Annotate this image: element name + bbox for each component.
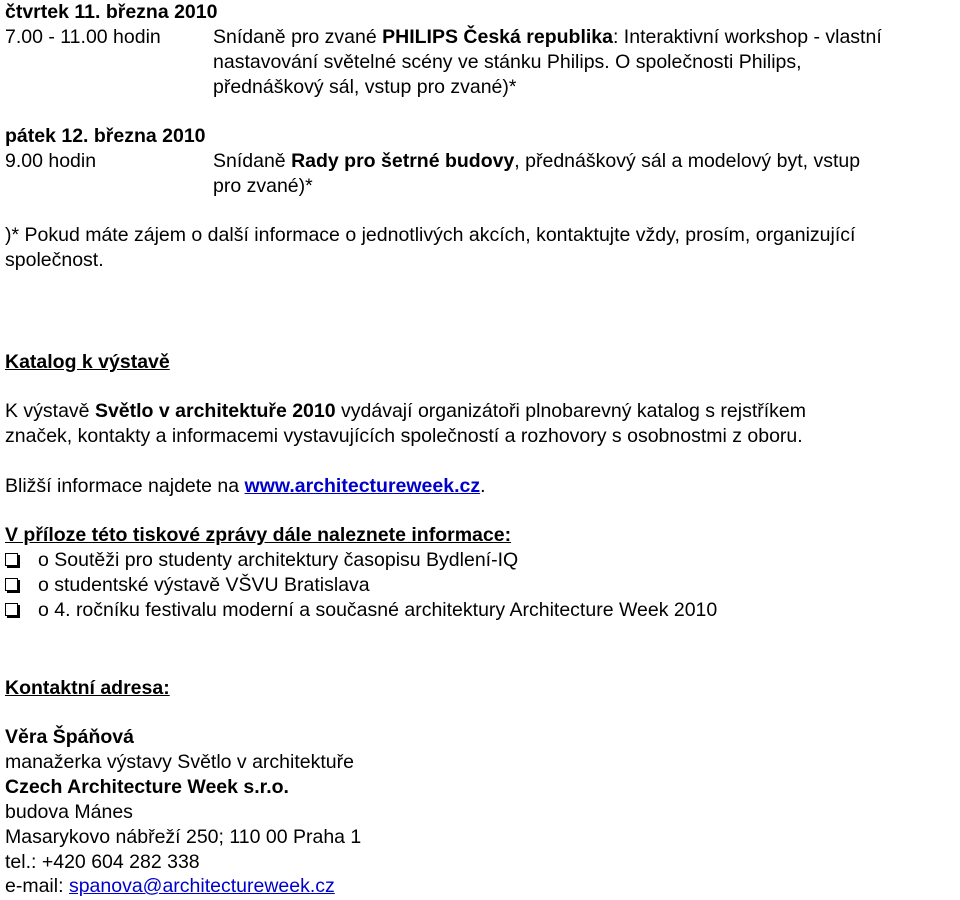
attachments-heading: V příloze této tiskové zprávy dále naleznete informace: bbox=[5, 524, 512, 546]
contact-name: Věra Špáňová bbox=[5, 726, 134, 748]
checkbox-bullet-icon bbox=[5, 603, 18, 616]
footnote-line1: )* Pokud máte zájem o další informace o jednotlivých akcích, kontaktujte vždy, prosím, organizující bbox=[5, 224, 856, 246]
day2-date: pátek 12. března 2010 bbox=[5, 125, 206, 147]
catalog-more-prefix: Bližší informace najdete na bbox=[5, 475, 245, 497]
list-item bbox=[5, 548, 955, 573]
contact-email-prefix: e-mail: bbox=[5, 875, 69, 897]
checkbox-bullet-icon bbox=[5, 553, 18, 566]
attachment-item-text: o 4. ročníku festivalu moderní a současné architektury Architecture Week 2010 bbox=[38, 599, 718, 621]
day1-date: čtvrtek 11. března 2010 bbox=[5, 1, 218, 23]
day1-event-line2: nastavování světelné scény ve stánku Philips. O společnosti Philips, bbox=[213, 51, 802, 73]
day2-program bbox=[5, 149, 955, 199]
day2-event-line1-rest: , přednáškový sál a modelový byt, vstup bbox=[514, 150, 861, 172]
catalog-heading: Katalog k výstavě bbox=[5, 351, 170, 373]
day1-event bbox=[213, 25, 955, 100]
list-item bbox=[5, 573, 955, 598]
day2-event-bold: Rady pro šetrné budovy bbox=[291, 150, 515, 172]
day2-event-prefix: Snídaně bbox=[213, 150, 292, 172]
checkbox-bullet-icon bbox=[5, 578, 18, 591]
day2-event bbox=[213, 149, 955, 199]
catalog-paragraph-line1 bbox=[5, 399, 806, 424]
catalog-more-suffix: . bbox=[480, 475, 486, 497]
contact-role: manažerka výstavy Světlo v architektuře bbox=[5, 751, 354, 773]
day1-time: 7.00 - 11.00 hodin bbox=[5, 26, 161, 48]
contact-address: Masarykovo nábřeží 250; 110 00 Praha 1 bbox=[5, 826, 362, 848]
footnote-line2: společnost. bbox=[5, 249, 104, 271]
contact-heading: Kontaktní adresa: bbox=[5, 677, 170, 699]
contact-phone: tel.: +420 604 282 338 bbox=[5, 851, 200, 873]
list-item bbox=[5, 598, 955, 623]
attachment-item-text: o Soutěži pro studenty architektury časopisu Bydlení-IQ bbox=[38, 549, 519, 571]
contact-email-row bbox=[5, 874, 335, 899]
contact-company: Czech Architecture Week s.r.o. bbox=[5, 776, 289, 798]
day2-event-line2: pro zvané)* bbox=[213, 175, 313, 197]
catalog-para-bold: Světlo v architektuře 2010 bbox=[94, 400, 336, 422]
day1-program bbox=[5, 25, 955, 100]
architectureweek-link[interactable]: www.architectureweek.cz bbox=[244, 475, 481, 497]
day1-event-line1-rest: : Interaktivní workshop - vlastní bbox=[612, 26, 882, 48]
contact-building: budova Mánes bbox=[5, 801, 133, 823]
day2-time: 9.00 hodin bbox=[5, 150, 97, 172]
day1-event-line3: přednáškový sál, vstup pro zvané)* bbox=[213, 76, 517, 98]
day1-event-prefix: Snídaně pro zvané bbox=[213, 26, 383, 48]
catalog-para-prefix: K výstavě bbox=[5, 400, 95, 422]
catalog-para-rest: vydávají organizátoři plnobarevný katalog s rejstříkem bbox=[335, 400, 806, 422]
day1-event-bold: PHILIPS Česká republika bbox=[382, 26, 613, 48]
email-link[interactable]: spanova@architectureweek.cz bbox=[68, 875, 335, 897]
attachment-item-text: o studentské výstavě VŠVU Bratislava bbox=[38, 574, 370, 596]
catalog-paragraph-line2: značek, kontakty a informacemi vystavujících společností a rozhovory s osobnostmi z oboru. bbox=[5, 425, 803, 447]
catalog-more-info bbox=[5, 474, 486, 499]
